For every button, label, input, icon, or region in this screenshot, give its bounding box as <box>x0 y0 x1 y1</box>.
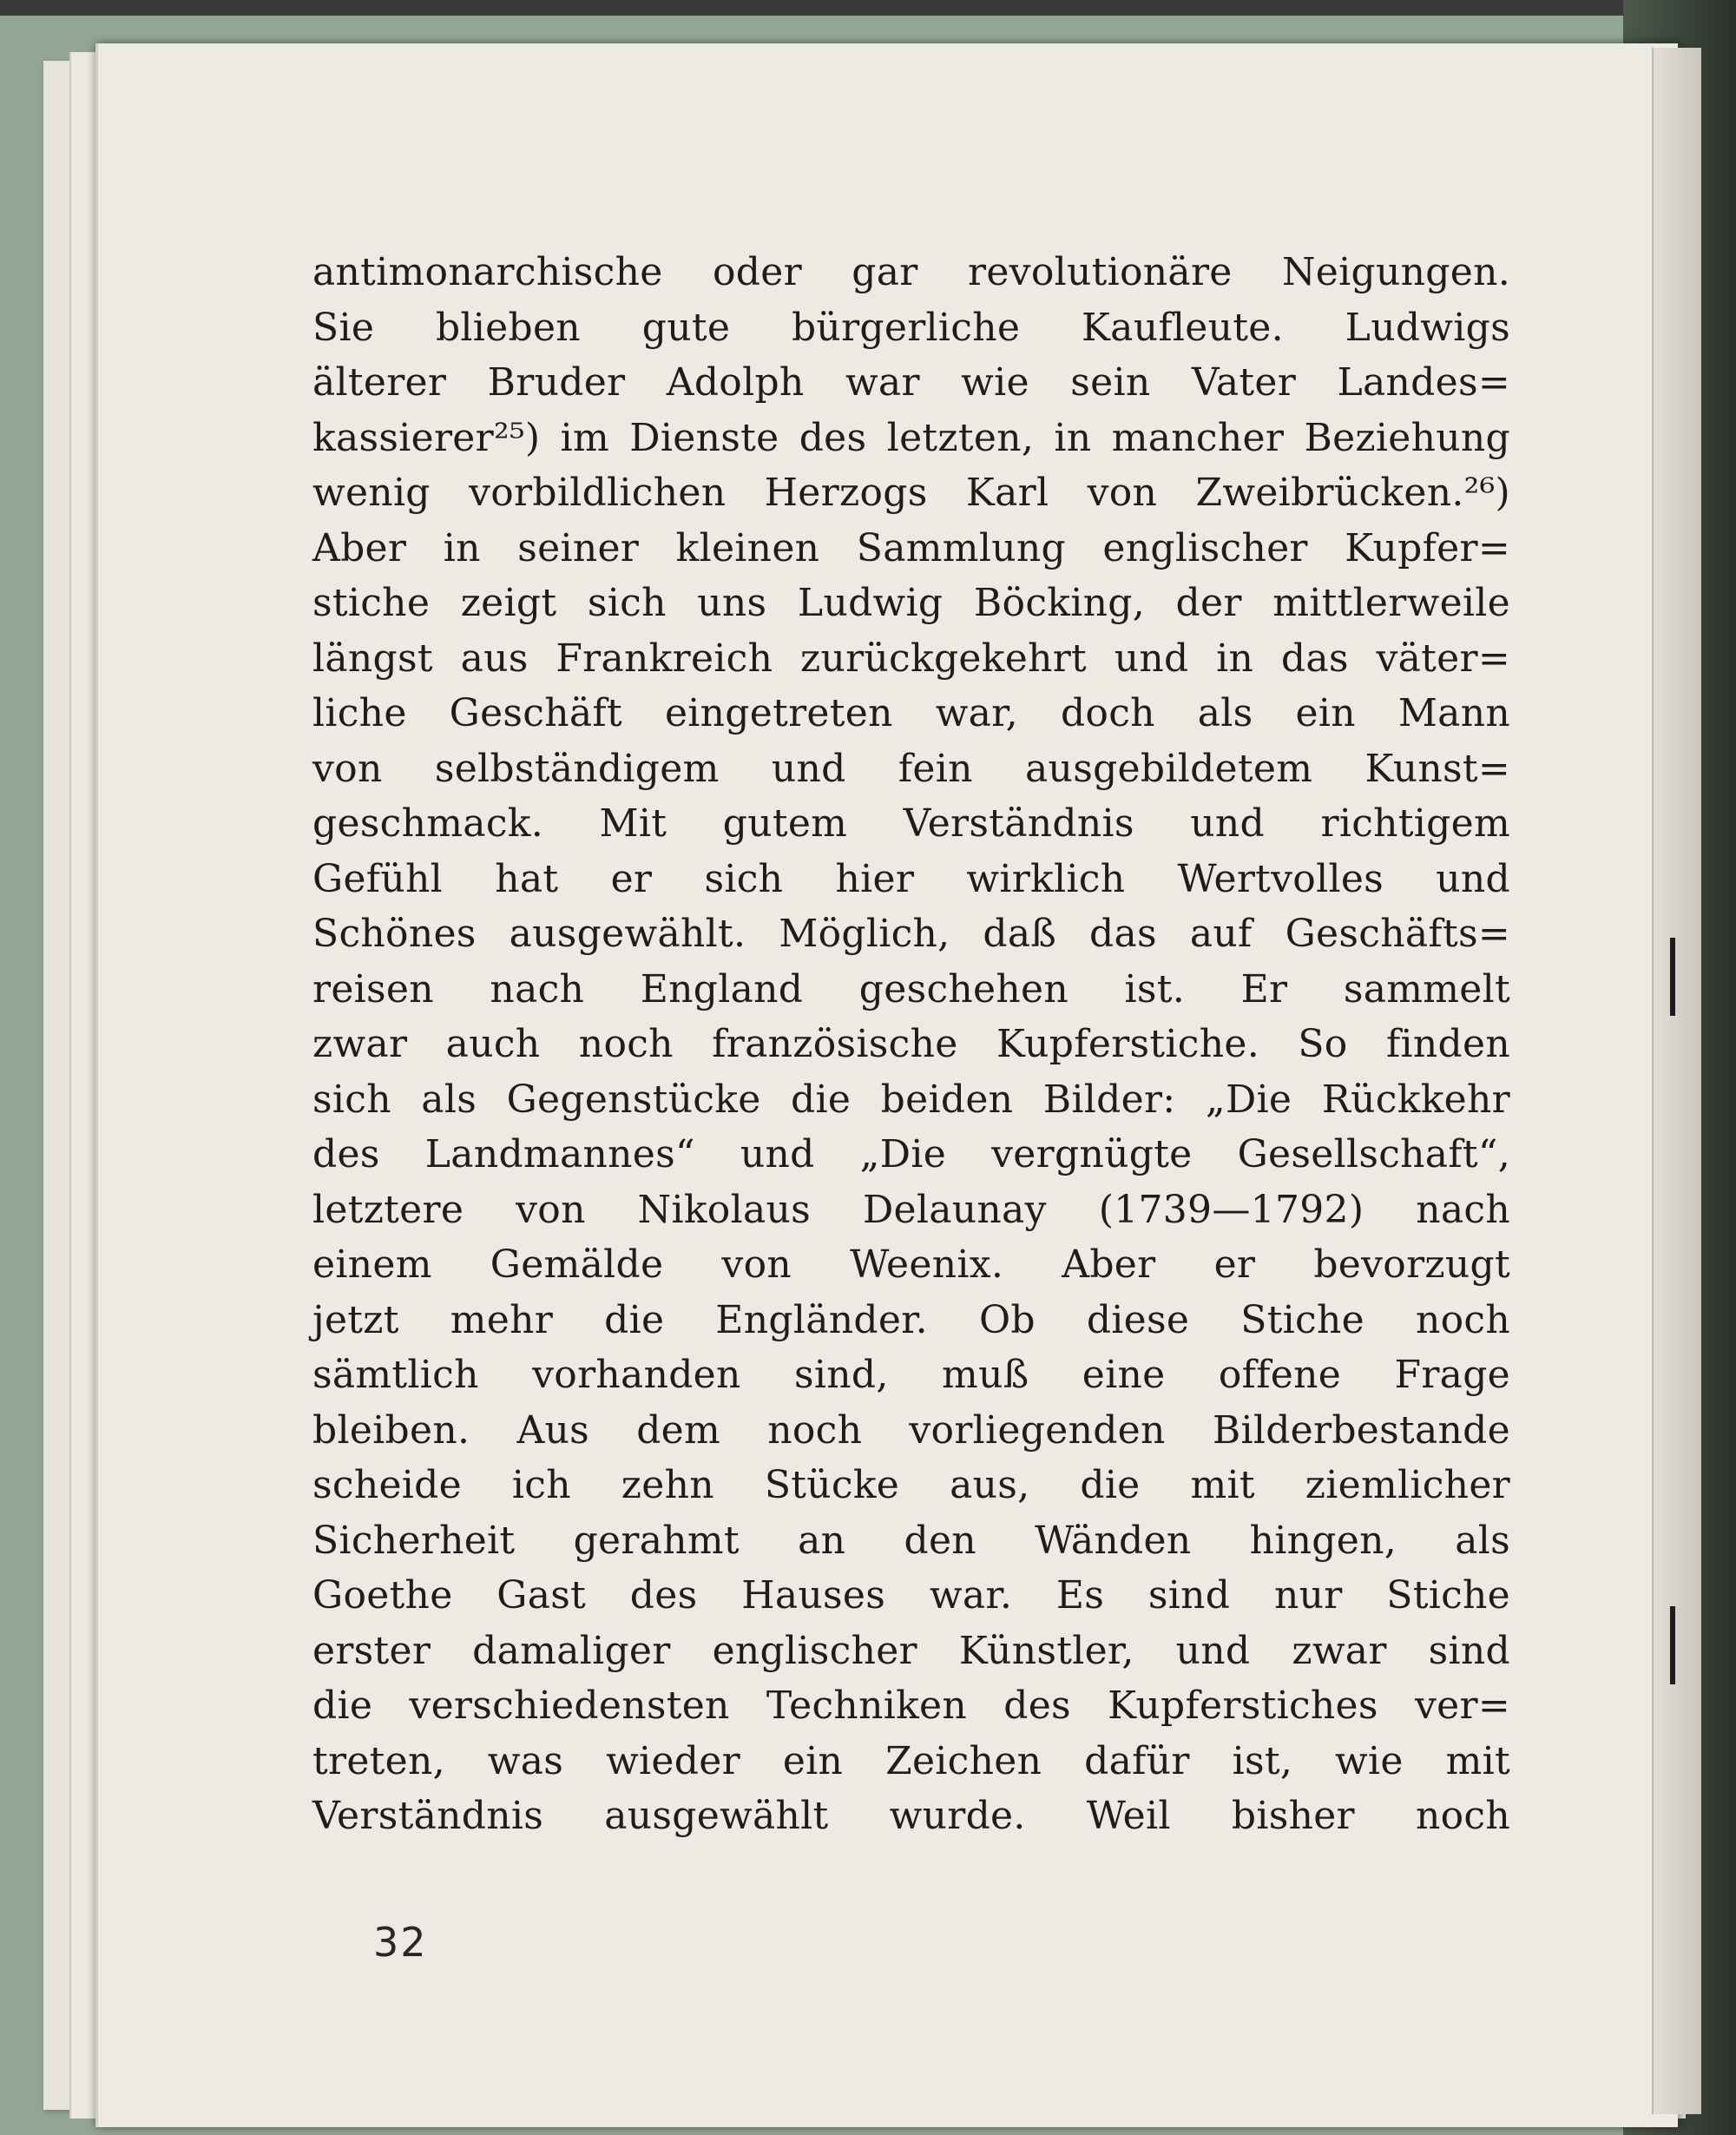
text-line: Aber in seiner kleinen Sammlung englischer Kupfer= <box>312 525 1510 570</box>
text-line: Verständnis ausgewählt wurde. Weil bisher noch <box>312 1794 1510 1838</box>
text-line: einem Gemälde von Weenix. Aber er bevorzugt <box>312 1242 1510 1287</box>
text-line: letztere von Nikolaus Delaunay (1739—1792) nach <box>312 1187 1510 1232</box>
text-line: wenig vorbildlichen Herzogs Karl von Zweibrücken.²⁶) <box>312 471 1510 515</box>
page-edge-mark <box>1670 938 1675 1016</box>
text-line: erster damaliger englischer Künstler, und zwar sind <box>312 1628 1510 1673</box>
text-line: zwar auch noch französische Kupferstiche. So finden <box>312 1022 1510 1066</box>
text-line: reisen nach England geschehen ist. Er sammelt <box>312 966 1510 1011</box>
text-line: von selbständigem und fein ausgebildetem Kunst= <box>312 746 1510 791</box>
text-line: längst aus Frankreich zurückgekehrt und in das väter= <box>312 636 1510 681</box>
text-line: bleiben. Aus dem noch vorliegenden Bilderbestande <box>312 1407 1510 1453</box>
text-line: die verschiedensten Techniken des Kupferstiches ver= <box>312 1684 1510 1728</box>
text-line: Schönes ausgewählt. Möglich, daß das auf Geschäfts= <box>312 912 1510 956</box>
body-text <box>312 245 1510 1844</box>
text-line: geschmack. Mit gutem Verständnis und richtigem <box>312 801 1510 846</box>
text-line: Gefühl hat er sich hier wirklich Wertvolles und <box>312 856 1510 901</box>
facing-page-edge <box>1652 48 1701 2114</box>
text-line: Sicherheit gerahmt an den Wänden hingen, als <box>312 1518 1510 1563</box>
page-number: 32 <box>373 1919 428 1966</box>
text-line: stiche zeigt sich uns Ludwig Böcking, der mittlerweile <box>312 581 1510 625</box>
text-line: Goethe Gast des Hauses war. Es sind nur Stiche <box>312 1573 1510 1618</box>
text-line: Sie blieben gute bürgerliche Kaufleute. Ludwigs <box>312 305 1510 350</box>
text-line: kassierer²⁵) im Dienste des letzten, in mancher Beziehung <box>312 415 1510 460</box>
text-line: scheide ich zehn Stücke aus, die mit ziemlicher <box>312 1463 1510 1507</box>
page-edge-mark <box>1670 1606 1675 1684</box>
text-line: liche Geschäft eingetreten war, doch als ein Mann <box>312 691 1510 735</box>
text-line: sämtlich vorhanden sind, muß eine offene Frage <box>312 1353 1510 1397</box>
text-line: sich als Gegenstücke die beiden Bilder: „Die Rückkehr <box>312 1077 1510 1122</box>
text-line: älterer Bruder Adolph war wie sein Vater Landes= <box>312 360 1510 405</box>
text-line: jetzt mehr die Engländer. Ob diese Stiche noch <box>312 1297 1510 1342</box>
text-line: des Landmannes“ und „Die vergnügte Gesellschaft“, <box>312 1132 1510 1176</box>
text-line: treten, was wieder ein Zeichen dafür ist, wie mit <box>312 1738 1510 1783</box>
text-line: antimonarchische oder gar revolutionäre Neigungen. <box>312 250 1510 294</box>
